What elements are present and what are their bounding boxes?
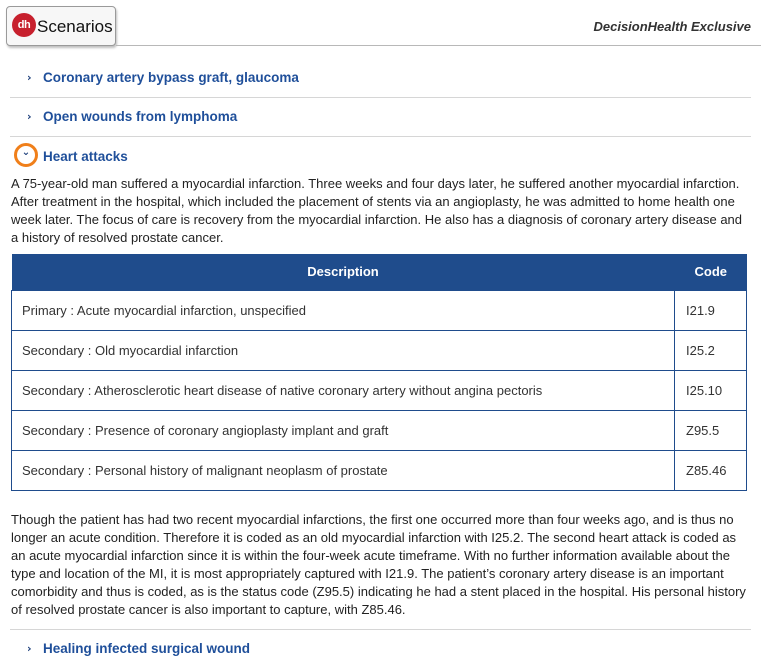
table-row [12, 290, 747, 330]
accordion-item-label[interactable]: Open wounds from lymphoma [43, 109, 238, 124]
accordion-item-label[interactable]: Heart attacks [43, 149, 128, 164]
scenarios-tab-label: Scenarios [37, 17, 113, 36]
scenario-intro: A 75-year-old man suffered a myocardial infarction. Three weeks and four days later, he suffered another myocardial infarction. After treatment in the hospital, which included the placement of stents via an angioplasty, he was admitted to home health one week later. The focus of care is recovery from the myocardial infarction. He also has a diagnosis of coronary artery disease and a history of resolved prostate cancer. [11, 176, 743, 245]
row-description: Secondary : Atherosclerotic heart disease of native coronary artery without angina pectoris [12, 370, 675, 410]
row-description: Primary : Acute myocardial infarction, unspecified [12, 290, 675, 330]
column-header-description: Description [12, 254, 675, 290]
table-row [12, 450, 747, 490]
row-code: I21.9 [675, 290, 747, 330]
chevron-right-icon: › [27, 642, 32, 655]
scenarios-tab[interactable] [6, 6, 116, 46]
accordion-item-label[interactable]: Coronary artery bypass graft, glaucoma [43, 70, 299, 85]
row-description: Secondary : Personal history of malignant neoplasm of prostate [12, 450, 675, 490]
table-row [12, 330, 747, 370]
header-divider [116, 45, 761, 46]
accordion-item-cabg-glaucoma[interactable] [10, 59, 751, 98]
table-header-row [12, 254, 747, 290]
header [0, 0, 761, 58]
table-row [12, 370, 747, 410]
decisionhealth-logo: dh [12, 13, 36, 37]
row-code: I25.2 [675, 330, 747, 370]
codes-table [11, 254, 747, 491]
accordion-item-label[interactable]: Healing infected surgical wound [43, 641, 251, 656]
accordion-item-heart-attacks[interactable] [10, 140, 751, 174]
table-row [12, 410, 747, 450]
chevron-down-icon[interactable]: ⌄ [14, 143, 38, 167]
scenario-rationale: Though the patient has had two recent myocardial infarctions, the first one occurred more than four weeks ago, and is thus no longer an acute condition. Therefore it is coded as an old myocardial infarction with I25.2. The second heart attack is coded as an acute myocardial infarction since it is within the four-week acute timeframe. With no further information available about the type and location of the MI, it is most appropriately captured with I21.9. The patient’s coronary artery disease is an important comorbidity and thus is coded, as is the status code (Z95.5) indicating he had a stent placed in the hospital. His personal history of resolved prostate cancer is also important to capture, with Z85.46. [11, 512, 746, 617]
column-header-code: Code [675, 254, 747, 290]
exclusive-label: DecisionHealth Exclusive [593, 19, 751, 34]
chevron-right-icon: › [27, 110, 32, 123]
row-description: Secondary : Old myocardial infarction [12, 330, 675, 370]
accordion-item-open-wounds[interactable] [10, 98, 751, 137]
accordion-item-healing-wound[interactable] [10, 629, 751, 668]
row-code: Z85.46 [675, 450, 747, 490]
row-description: Secondary : Presence of coronary angioplasty implant and graft [12, 410, 675, 450]
chevron-right-icon: › [27, 71, 32, 84]
row-code: Z95.5 [675, 410, 747, 450]
row-code: I25.10 [675, 370, 747, 410]
